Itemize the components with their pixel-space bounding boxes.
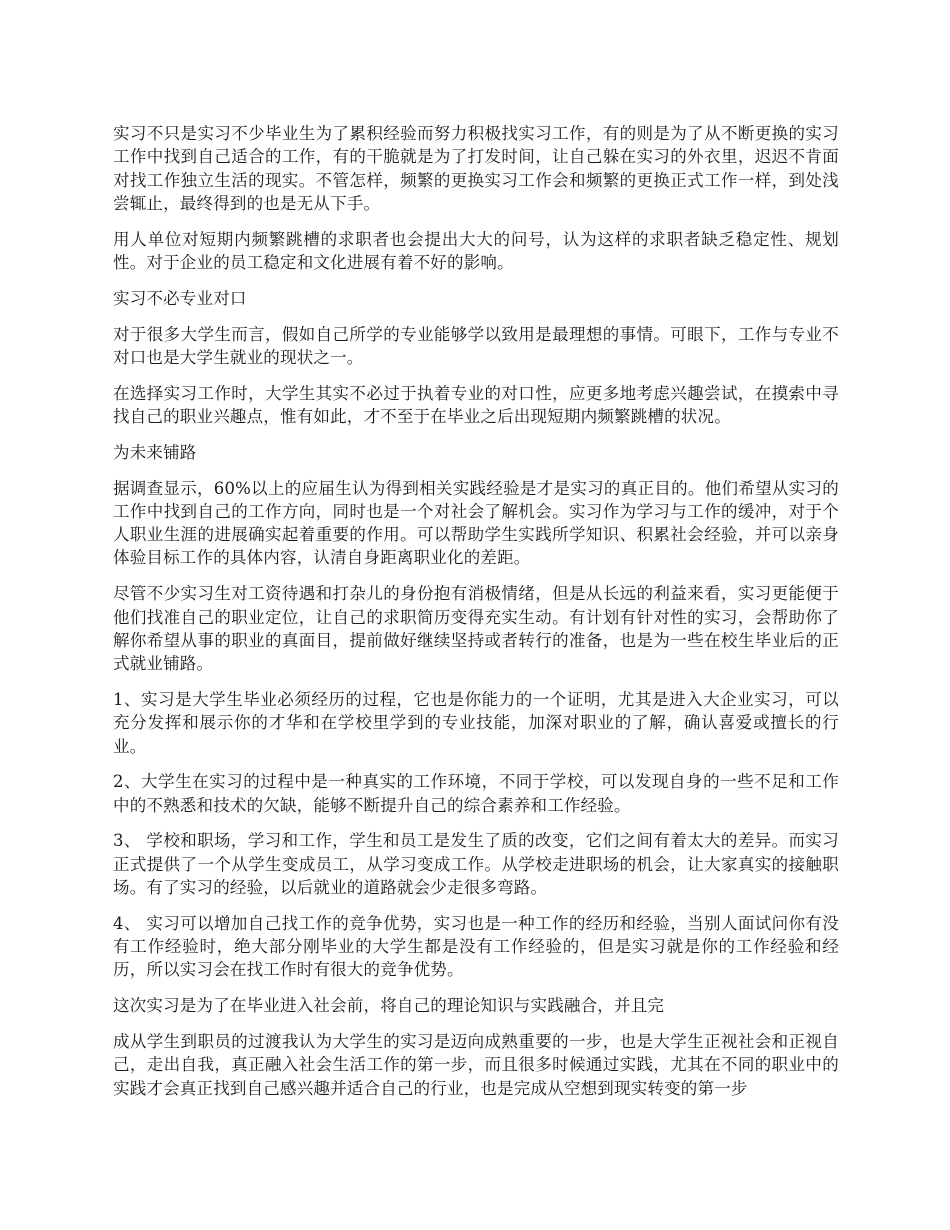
paragraph-6: 尽管不少实习生对工资待遇和打杂儿的身份抱有消极情绪，但是从长远的利益来看，实习更能便于他们找准自己的职业定位，让自己的求职简历变得充实生动。有计划有针对性的实习，会帮助你了解你希望从事的职业的真面目，提前做好继续坚持或者转行的准备，也是为一些在校生毕业后的正式就业铺路。 xyxy=(113,584,839,674)
section-heading-future: 为未来铺路 xyxy=(113,442,197,462)
paragraph-3: 对于很多大学生而言，假如自己所学的专业能够学以致用是最理想的事情。可眼下，工作与专业不对口也是大学生就业的现状之一。 xyxy=(113,324,839,367)
paragraph-7: 这次实习是为了在毕业进入社会前，将自己的理论知识与实践融合，并且完 xyxy=(113,996,665,1016)
list-item-2: 2、大学生在实习的过程中是一种真实的工作环境，不同于学校，可以发现自身的一些不足和工作中的不熟悉和技术的欠缺，能够不断提升自己的综合素养和工作经验。 xyxy=(113,772,839,815)
paragraph-2: 用人单位对短期内频繁跳槽的求职者也会提出大大的问号，认为这样的求职者缺乏稳定性、规划性。对于企业的员工稳定和文化进展有着不好的影响。 xyxy=(113,229,839,272)
list-item-1: 1、实习是大学生毕业必须经历的过程，它也是你能力的一个证明，尤其是进入大企业实习，可以充分发挥和展示你的才华和在学校里学到的专业技能，加深对职业的了解，确认喜爱或擅长的行业。 xyxy=(113,689,839,756)
paragraph-8: 成从学生到职员的过渡我认为大学生的实习是迈向成熟重要的一步，也是大学生正视社会和正视自己，走出自我，真正融入社会生活工作的第一步，而且很多时候通过实践，尤其在不同的职业中的实践才会真正找到自己感兴趣并适合自己的行业，也是完成从空想到现实转变的第一步 xyxy=(113,1032,839,1098)
paragraph-5: 据调查显示，60%以上的应届生认为得到相关实践经验是才是实习的真正目的。他们希望从实习的工作中找到自己的工作方向，同时也是一个对社会了解机会。实习作为学习与工作的缓冲，对于个人职业生涯的进展确实起着重要的作用。可以帮助学生实践所学知识、积累社会经验，并可以亲身体验目标工作的具体内容，认清自身距离职业化的差距。 xyxy=(113,478,839,568)
document-body xyxy=(113,122,839,1112)
paragraph-1: 实习不只是实习不少毕业生为了累积经验而努力积极找实习工作，有的则是为了从不断更换的实习工作中找到自己适合的工作，有的干脆就是为了打发时间，让自己躲在实习的外衣里，迟迟不肯面对找工作独立生活的现实。不管怎样，频繁的更换实习工作会和频繁的更换正式工作一样，到处浅尝辄止，最终得到的也是无从下手。 xyxy=(113,124,839,213)
section-heading-no-major-match: 实习不必专业对口 xyxy=(113,288,247,308)
list-item-4: 4、 实习可以增加自己找工作的竞争优势，实习也是一种工作的经历和经验，当别人面试问你有没有工作经验时，绝大部分刚毕业的大学生都是没有工作经验的，但是实习就是你的工作经验和经历，所以实习会在找工作时有很大的竞争优势。 xyxy=(113,913,839,980)
list-item-3: 3、 学校和职场，学习和工作，学生和员工是发生了质的改变，它们之间有着太大的差异。而实习正式提供了一个从学生变成员工，从学习变成工作。从学校走进职场的机会，让大家真实的接触职场。有了实习的经验，以后就业的道路就会少走很多弯路。 xyxy=(113,831,839,898)
paragraph-4: 在选择实习工作时，大学生其实不必过于执着专业的对口性，应更多地考虑兴趣尝试，在摸索中寻找自己的职业兴趣点，惟有如此，才不至于在毕业之后出现短期内频繁跳槽的状况。 xyxy=(113,383,839,426)
